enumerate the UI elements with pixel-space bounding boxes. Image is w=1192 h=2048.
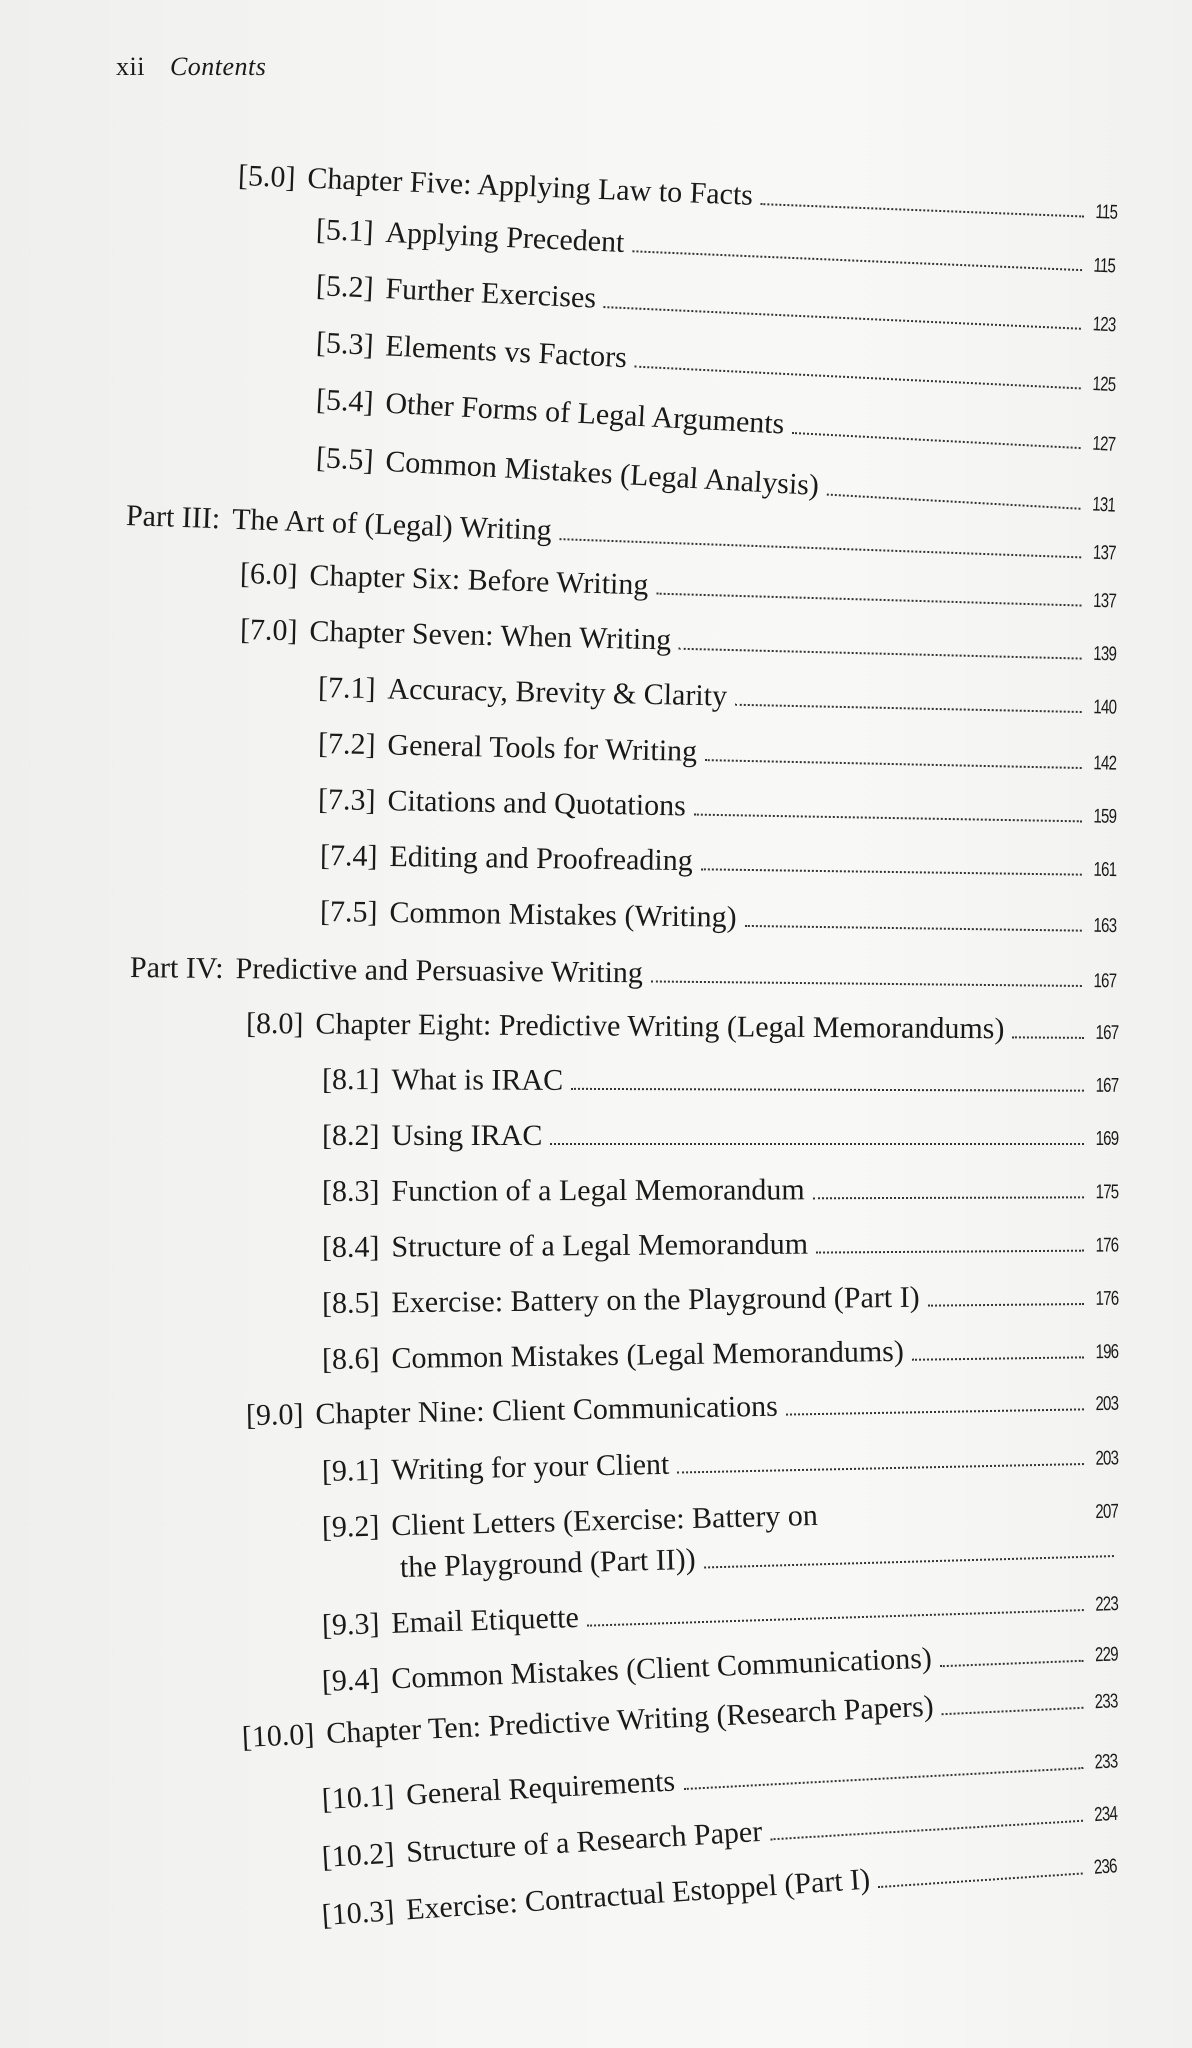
toc-entry-number: [5.3] [315,326,375,362]
toc-entry [322,1118,1118,1157]
toc-entry-number: [10.0] [241,1717,316,1754]
toc-entry-title: Function of a Legal Memorandum [391,1173,805,1208]
toc-entry [320,838,1116,888]
toc-entry-title: Exercise: Contractual Estoppel (Part I) [405,1862,872,1927]
toc-entry-page: 233 [1093,1690,1118,1714]
toc-entry-page: 125 [1091,372,1116,397]
toc-entry-number: [7.0] [239,613,298,648]
toc-entry-page: 207 [1094,1500,1119,1524]
toc-entry-page: 142 [1092,752,1117,775]
toc-entry [322,1331,1118,1381]
toc-entry [318,726,1117,782]
dot-leader [679,648,1081,660]
dot-leader [940,1660,1083,1668]
toc-entry [322,1224,1118,1269]
dot-leader [634,366,1080,390]
toc-entry-number: [10.3] [320,1894,396,1932]
toc-entry-number: [9.4] [321,1662,380,1698]
toc-entry-page: 203 [1094,1447,1119,1470]
dot-leader [1012,1036,1083,1038]
toc-entry-page: 140 [1092,696,1117,719]
toc-entry-number: [5.2] [315,269,375,305]
dot-leader [694,814,1082,823]
toc-entry-page: 127 [1091,432,1116,456]
toc-entry-number: [10.1] [321,1779,396,1816]
toc-entry-title: Using IRAC [391,1119,543,1152]
toc-entry-number: [8.1] [321,1063,380,1097]
toc-entry-number: [7.1] [317,671,376,706]
toc-entry-title: Other Forms of Legal Arguments [384,386,786,441]
dot-leader [705,759,1081,769]
toc-entry-page: 234 [1093,1802,1118,1827]
toc-entry-title: Predictive and Persuasive Writing [235,952,644,990]
toc-entry-number: [10.2] [320,1836,396,1874]
toc-entry-page: 169 [1095,1128,1118,1150]
dot-leader [761,203,1085,217]
toc-entry-number: [7.2] [317,727,376,762]
dot-leader [550,1143,1083,1145]
toc-entry-title: Common Mistakes (Legal Analysis) [384,444,820,503]
toc-entry-title: Chapter Five: Applying Law to Facts [306,161,754,212]
toc-entry-number: [6.0] [239,557,298,592]
toc-entry-number: [8.6] [321,1342,380,1376]
toc-entry-title: General Tools for Writing [387,728,698,768]
toc-entry [246,1006,1118,1051]
toc-entry-number: [9.2] [321,1509,380,1544]
toc-entry-title: Structure of a Legal Memorandum [391,1227,809,1264]
running-head [116,52,266,82]
toc-entry-title: Further Exercises [384,272,597,315]
dot-leader [816,1250,1084,1254]
toc-entry-title: Editing and Proofreading [389,839,693,878]
dot-leader [878,1873,1082,1889]
toc-entry [322,1437,1119,1493]
dot-leader [786,1408,1084,1415]
dot-leader [928,1303,1084,1307]
toc-entry [246,1383,1119,1437]
toc-entry-title: Chapter Nine: Client Communications [315,1389,779,1431]
toc-entry-page: 176 [1095,1287,1119,1310]
toc-entry-title: Structure of a Research Paper [405,1814,764,1869]
toc-entry [130,950,1116,999]
toc-entry-number: [7.5] [319,895,378,929]
toc-entry-page: 137 [1092,541,1116,565]
toc-entry-page: 123 [1091,313,1116,337]
toc-entry-title: Exercise: Battery on the Playground (Part I) [391,1280,920,1320]
toc-entry-title: Common Mistakes (Legal Memorandums) [391,1334,905,1376]
toc-entry-title: Citations and Quotations [387,784,687,823]
toc-entry-page: 139 [1092,642,1116,666]
dot-leader [942,1707,1083,1715]
toc-entry [322,1171,1118,1213]
toc-entry-page: 196 [1095,1340,1119,1364]
toc-entry-title: Accuracy, Brevity & Clarity [387,672,728,713]
toc-entry-page: 223 [1094,1593,1118,1616]
toc-entry-number: [8.2] [322,1119,380,1152]
dot-leader [571,1088,1083,1092]
running-title: Contents [169,52,267,81]
dot-leader [744,925,1081,932]
toc-entry-number: [8.3] [321,1174,380,1208]
toc-entry-number: [5.5] [315,441,375,478]
dot-leader [704,1555,1114,1568]
toc-entry-number: [8.5] [321,1286,380,1320]
toc-entry-number: [8.4] [321,1230,380,1264]
dot-leader [651,980,1082,987]
toc-entry-page: 115 [1095,200,1118,224]
toc-entry-page: 167 [1093,970,1117,993]
toc-entry [322,1278,1118,1325]
toc-entry [318,782,1117,835]
dot-leader [735,704,1081,713]
toc-entry-title: General Requirements [405,1764,676,1812]
dot-leader [683,1767,1083,1790]
toc-entry-page: 115 [1093,254,1116,278]
page-folio: xii [116,52,145,81]
toc-entry-number: [5.4] [315,383,375,419]
toc-entry-page: 159 [1092,805,1117,828]
dot-leader [604,306,1081,330]
dot-leader [771,1820,1083,1841]
dot-leader [559,538,1080,558]
dot-leader [632,250,1082,271]
toc-entry-page: 137 [1092,589,1116,613]
toc-entry-number: Part III: [125,499,221,536]
dot-leader [912,1356,1084,1360]
toc-entry-number: [9.0] [245,1397,304,1432]
toc-entry-number: [8.0] [245,1007,304,1041]
toc-entry-title: Chapter Seven: When Writing [309,614,672,657]
toc-entry [240,612,1117,672]
dot-leader [701,868,1082,875]
dot-leader [587,1609,1084,1627]
toc-entry-title: What is IRAC [391,1063,564,1097]
dot-leader [813,1196,1084,1199]
toc-entry-title: Chapter Ten: Predictive Writing (Research Papers) [325,1689,935,1751]
toc-entry-number: [5.1] [315,213,375,249]
dot-leader [826,494,1080,510]
dot-leader [677,1463,1083,1474]
toc-entry-title: Applying Precedent [384,215,626,259]
toc-entry-number: [5.0] [237,159,297,195]
toc-entry-title: Writing for your Client [391,1447,670,1487]
toc-entry-title: The Art of (Legal) Writing [231,502,553,547]
toc-entry [318,670,1117,726]
toc-entry [322,1062,1118,1104]
toc-entry-page: 131 [1091,493,1116,517]
toc-entry-page: 167 [1095,1074,1119,1097]
toc-entry-page: 236 [1092,1855,1118,1879]
toc-entry-number: [9.3] [321,1607,380,1642]
toc-entry-page: 233 [1093,1750,1118,1774]
toc-entry-title: Common Mistakes (Writing) [389,895,737,934]
toc-entry-number: Part IV: [129,951,224,985]
toc-entry-page: 229 [1094,1643,1118,1667]
toc-entry-page: 167 [1095,1021,1119,1045]
toc-entry-number: [7.3] [317,783,376,818]
toc-entry-title: Common Mistakes (Client Communications) [390,1641,933,1696]
dot-leader [792,432,1080,449]
toc-entry-title-line2: the Playground (Part II)) [399,1542,697,1584]
toc-entry [320,894,1116,944]
toc-entry-title: Elements vs Factors [384,329,628,375]
toc-entry-title: Client Letters (Exercise: Battery on [391,1498,819,1543]
toc-entry-title: Chapter Six: Before Writing [309,558,649,602]
toc-entry-number: [7.4] [319,839,378,873]
toc-entry-title: Chapter Eight: Predictive Writing (Legal Memorandums) [315,1007,1005,1046]
toc-entry-title: Email Etiquette [390,1600,580,1640]
toc-entry-page: 203 [1094,1392,1119,1416]
toc-entry-page: 161 [1092,858,1117,882]
toc-entry-page: 176 [1095,1234,1119,1257]
toc-entry-page: 163 [1092,914,1117,938]
toc-entry-number: [9.1] [321,1453,380,1488]
dot-leader [656,593,1081,607]
toc-entry-page: 175 [1095,1181,1119,1204]
